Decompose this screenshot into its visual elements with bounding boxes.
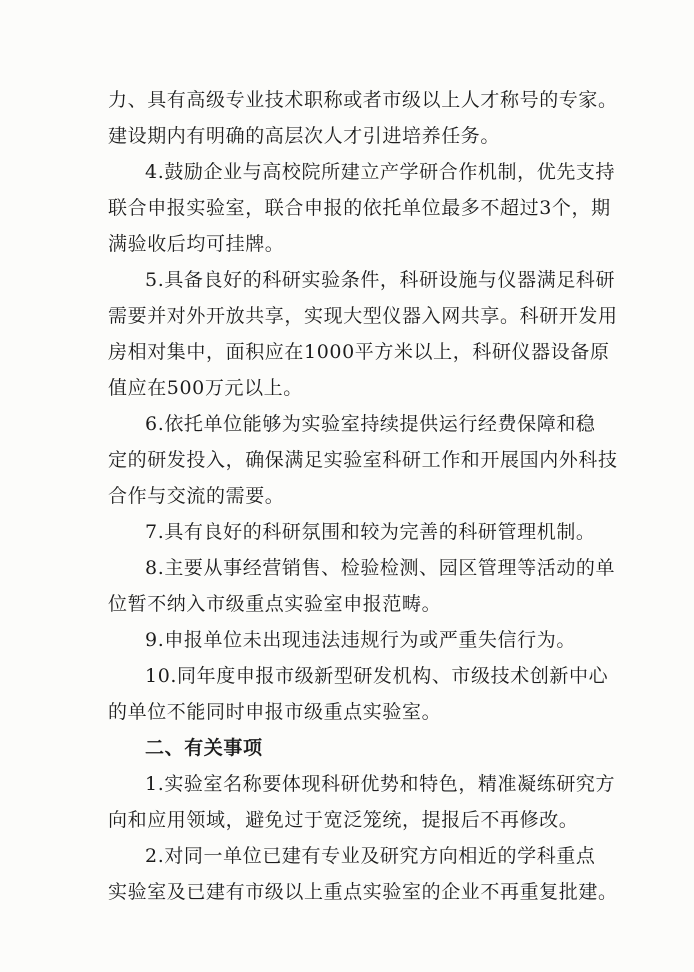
- text-line: 向和应用领域，避免过于宽泛笼统，提报后不再修改。: [108, 809, 579, 831]
- text-line: 定的研发投入，确保满足实验室科研工作和开展国内外科技: [108, 449, 618, 471]
- text-line: 的单位不能同时申报市级重点实验室。: [108, 701, 442, 723]
- text-line: 2.对同一单位已建有专业及研究方向相近的学科重点: [145, 845, 596, 867]
- text-line: 房相对集中，面积应在1000平方米以上，科研仪器设备原: [108, 341, 610, 363]
- text-line: 5.具备良好的科研实验条件，科研设施与仪器满足科研: [145, 269, 616, 291]
- text-line: 建设期内有明确的高层次人才引进培养任务。: [108, 125, 501, 147]
- text-line: 10.同年度申报市级新型研发机构、市级技术创新中心: [145, 665, 609, 687]
- text-line: 联合申报实验室，联合申报的依托单位最多不超过3个，期: [108, 197, 611, 219]
- text-line: 需要并对外开放共享，实现大型仪器入网共享。科研开发用: [108, 305, 618, 327]
- text-line: 6.依托单位能够为实验室持续提供运行经费保障和稳: [145, 413, 596, 435]
- text-line: 8.主要从事经营销售、检验检测、园区管理等活动的单: [145, 557, 616, 579]
- text-line: 力、具有高级专业技术职称或者市级以上人才称号的专家。: [108, 89, 618, 111]
- text-line: 4.鼓励企业与高校院所建立产学研合作机制，优先支持: [145, 161, 616, 183]
- section-heading: 二、有关事项: [145, 737, 263, 759]
- text-line: 实验室及已建有市级以上重点实验室的企业不再重复批建。: [108, 881, 618, 903]
- text-line: 值应在500万元以上。: [108, 377, 303, 399]
- text-line: 7.具有良好的科研氛围和较为完善的科研管理机制。: [145, 521, 596, 543]
- text-line: 9.申报单位未出现违法违规行为或严重失信行为。: [145, 629, 576, 651]
- text-line: 合作与交流的需要。: [108, 485, 285, 507]
- text-line: 满验收后均可挂牌。: [108, 233, 285, 255]
- text-line: 位暂不纳入市级重点实验室申报范畴。: [108, 593, 442, 615]
- text-line: 1.实验室名称要体现科研优势和特色，精准凝练研究方: [145, 773, 616, 795]
